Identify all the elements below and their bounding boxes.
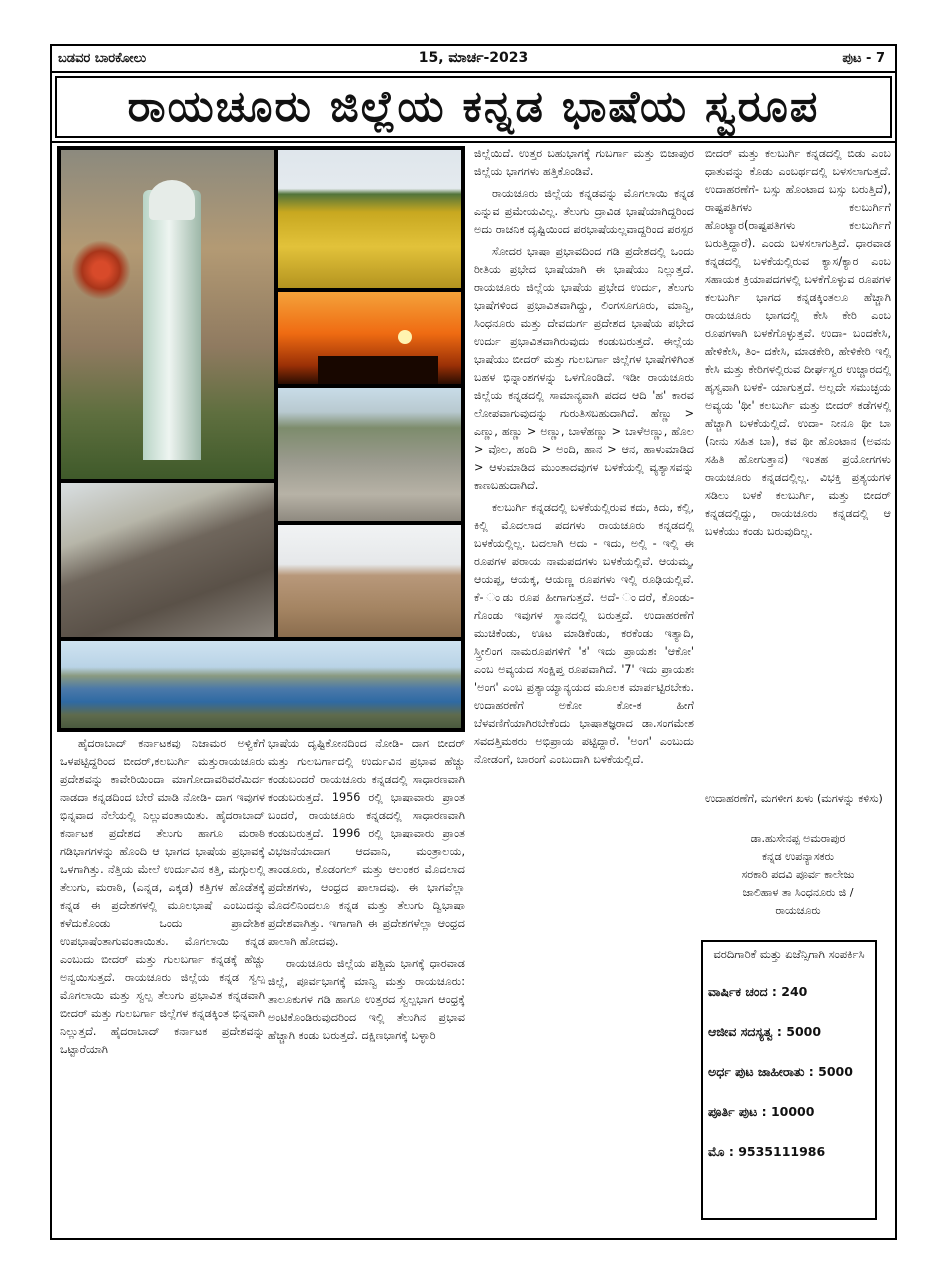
article-column-2 xyxy=(268,735,465,1235)
photo-collage xyxy=(57,146,465,732)
sunset-power-plant-photo xyxy=(278,292,461,384)
example-line: ಉದಾಹರಣೆಗೆ, ಮಗಳೀಗ ಖಳು (ಮಗಳನ್ನು ಕಳಿಸು) xyxy=(705,792,883,805)
issue-date: 15, ಮಾರ್ಚ-2023 xyxy=(418,50,529,66)
article-column-4 xyxy=(705,145,891,745)
sun xyxy=(398,330,412,344)
minaret-dome xyxy=(149,180,195,220)
paragraph: ರಾಯಚೂರು ಜಿಲ್ಲೆಯ ಪಶ್ಚಿಮ ಭಾಗಕ್ಕೆ ಧಾರವಾಡ ಜಿಲ್ಲೆ, ಪೂರ್ವಭಾಗಕ್ಕೆ ಮಾನ್ವಿ ಮತ್ತು ರಾಯಚೂರು: ತಾಲೂಕುಗಳ ಗಡಿ ಹಾಗೂ ಉತ್ತರದ ಸ್ವಲ್ಪಭಾಗ ಆಂಧ್ರಕ್ಕೆ ಅಂಟಿಕೊಂಡಿರುವುದರಿಂದ ಇಲ್ಲಿ ತೆಲುಗಿನ ಪ್ರಭಾವ ಹೆಚ್ಚಾಗಿ ಕಂಡು ಬರುತ್ತದೆ. ದಕ್ಷಿಣಭಾಗಕ್ಕೆ ಬಳ್ಳಾರಿ xyxy=(268,957,465,1042)
page-number: ಪುಟ - 7 xyxy=(842,50,885,66)
author-designation: ಕನ್ನಡ ಉಪನ್ಯಾಸಕರು xyxy=(762,850,834,863)
newspaper-name: ಬಡವರ ಬಾರಕೋಲು xyxy=(58,50,147,66)
header-divider xyxy=(52,71,895,73)
annual-subscription: ವಾರ್ಷಿಕ ಚಂದ : 240 xyxy=(708,984,808,999)
article-column-3 xyxy=(474,145,694,1235)
rock-boulder-photo xyxy=(61,483,274,637)
author-credit xyxy=(705,790,891,920)
article-column-1 xyxy=(60,735,265,1235)
article-title: ರಾಯಚೂರು ಜಿಲ್ಲೆಯ ಕನ್ನಡ ಭಾಷೆಯ ಸ್ವರೂಪ xyxy=(55,76,892,138)
subscription-heading: ವರದಿಗಾರಿಕೆ ಮತ್ತು ಏಜೆನ್ಸಿಗಾಗಿ ಸಂಪರ್ಕಿಸಿ xyxy=(713,947,865,961)
subscription-box xyxy=(701,940,877,1220)
half-page-ad-rate: ಅರ್ಧ ಪುಟ ಜಾಹೀರಾತು : 5000 xyxy=(708,1064,853,1079)
town-street-photo xyxy=(278,388,461,521)
author-district: ರಾಯಚೂರು xyxy=(775,904,821,917)
paragraph: ರಾಯಚೂರು ಜಿಲ್ಲೆಯ ಕನ್ನಡವನ್ನು ಮೊಗಲಾಯಿ ಕನ್ನಡ ಎನ್ನುವ ಪ್ರಮೇಯವಿಲ್ಲ. ತೆಲುಗು ದ್ರಾವಿಡ ಭಾಷೆಯಾಗಿದ್ದರಿಂದ ಅದು ರಾಚನಿಕ ದೃಷ್ಟಿಯಿಂದ ಪರಭಾಷೆಯಲ್ಲವಾದ್ದರಿಂದ ಪರಸ್ಪರ xyxy=(474,187,694,236)
paragraph: ಭಾಷೆಯ ದೃಷ್ಟಿಕೋನದಿಂದ ನೋಡಿ- ದಾಗ ಬೀದರ್ ಮತ್ತು ಗುಲಬರ್ಗಾದಲ್ಲಿ ಉರ್ದುವಿನ ಪ್ರಭಾವ ಹೆಚ್ಚು ಕಂಡುಬಂದರೆ ರಾಯಚೂರು ಕನ್ನಡದಲ್ಲಿ ಸಾಧಾರಣವಾಗಿ ಕಂಡುಬರುತ್ತದೆ. 1956 ರಲ್ಲಿ ಭಾಷಾವಾರು ಪ್ರಾಂತ ಬಂದರೆ, ರಾಯಚೂರು ಕನ್ನಡದಲ್ಲಿ ಸಾಧಾರಣವಾಗಿ ಕಂಡುಬರುತ್ತದೆ. 1996 ರಲ್ಲಿ ಭಾಷಾವಾರು ಪ್ರಾಂತ ವಿಭಜನೆಯಾದಾಗ ಆದವಾನಿ, ಮಂತ್ರಾಲಯ, ತಾಂಡೂರು, ಕೊಡಂಗಲ್ ಮತ್ತು ಆಲಂಕರ ಮೊದಲಾದ ಪ್ರದೇಶಗಳು, ಆಂಧ್ರದ ಪಾಲಾದವು. ಈ ಭಾಗವೆಲ್ಲಾ ಮೊದಲಿನಿಂದಲೂ ಕನ್ನಡ ಮತ್ತು ತೆಲುಗು ದ್ವಿಭಾಷಾ ಪ್ರದೇಶವಾಗಿತ್ತು. ಇಗಾಗಾಗಿ ಈ ಪ್ರದೇಶಗಳೆಲ್ಲಾ ಆಂಧ್ರದ ಪಾಲಾಗಿ ಹೋದವು. xyxy=(268,737,465,948)
full-page-ad-rate: ಪೂರ್ತಿ ಪುಟ : 10000 xyxy=(708,1104,815,1119)
paragraph: ಹೈದರಾಬಾದ್ ಕರ್ನಾಟಕವು ನಿಜಾಮರ ಅಳ್ವಿಕೆಗೆ ಒಳಪಟ್ಟಿದ್ದರಿಂದ ಬೀದರ್,ಕಲಬುರ್ಗಿ ಮತ್ತುರಾಯಚೂರು ಪ್ರದೇಶವನ್ನು ಕಾವೇರಿಯಿಂದಾ ಮಾಗೋದಾವರಿವರೆಮಿರ್ದ ನಾಡದಾ ಕನ್ನಡದಿಂದ ಬೇರೆ ಮಾಡಿ ನೋಡಿ- ದಾಗ ಇವುಗಳ ಭಿನ್ನವಾದ ನೆಲೆಯಲ್ಲಿ ನಿಲ್ಲುವಂತಾಯಿತು. ಹೈದರಾಬಾದ್ ಕರ್ನಾಟಕ ಪ್ರದೇಶದ ತೆಲುಗು ಹಾಗೂ ಮರಾಠಿ ಗಡಿಭಾಗಗಳನ್ನು ಹೊಂದಿ ಆ ಭಾಗದ ಭಾಷೆಯ ಪ್ರಭಾವಕ್ಕೆ ಒಳಗಾಗಿತ್ತು. ನೆತ್ತಿಯ ಮೇಲೆ ಉರ್ದುವಿನ ಕತ್ತಿ, ಮಗ್ಗುಲಲ್ಲಿ ತೆಲುಗು, ಮರಾಠಿ, (ಎನ್ನಡ, ಎಕ್ಕಡ) ಕತ್ತಿಗಳ ಹೊಡೆತಕ್ಕೆ ಕನ್ನಡ ಈ ಪ್ರದೇಶಗಳಲ್ಲಿ ಮೂಲಭಾಷೆ ಎಂಬುದನ್ನು ಕಳೆದುಕೊಂಡು ಒಂದು ಪ್ರಾದೇಶಿಕ ಉಪಭಾಷೆಂತಾಗುವಂತಾಯಿತು. ಮೊಗಲಾಯಿ ಕನ್ನಡ ಎಂಬುದು ಬೀದರ್ ಮತ್ತು ಗುಲಬರ್ಗಾ ಕನ್ನಡಕ್ಕೆ ಹೆಚ್ಚು ಅನ್ವಯಿಸುತ್ತದೆ. ರಾಯಚೂರು ಜಿಲ್ಲೆಯ ಕನ್ನಡ ಸ್ವಲ್ಪ ಮೊಗಲಾಯಿ ಮತ್ತು ಸ್ವಲ್ಪ ತೆಲುಗು ಪ್ರಭಾವಿತ ಕನ್ನಡವಾಗಿ ಬೀದರ್ ಮತ್ತು ಗುಲಬರ್ಗಾ ಜಿಲ್ಲೆಗಳ ಕನ್ನಡಕ್ಕಿಂತ ಭಿನ್ನವಾಗಿ ನಿಲ್ಲುತ್ತದೆ. ಹೈದರಾಬಾದ್ ಕರ್ನಾಟಕ ಪ್ರದೇಶವನ್ನು ಒಟ್ಟಾರೆಯಾಗಿ xyxy=(60,737,265,1056)
sunflower-field-photo xyxy=(278,150,461,288)
fort-wall-photo xyxy=(278,525,461,637)
paragraph: ಕಲಬುರ್ಗಿ ಕನ್ನಡದಲ್ಲಿ ಬಳಕೆಯಲ್ಲಿರುವ ಕದು, ಕಿದು, ಕಲ್ಲಿ, ಕಿಲ್ಲಿ ಮೊದಲಾದ ಪದಗಳು ರಾಯಚೂರು ಕನ್ನಡದಲ್ಲಿ ಬಳಕೆಯಲ್ಲಿಲ್ಲ. ಬದಲಾಗಿ ಅದು - ಇದು, ಅಲ್ಲಿ - ಇಲ್ಲಿ ಈ ರೂಪಗಳ ಪರಾಯ ನಾಮಪದಗಳು ಬಳಕೆಯಲ್ಲಿವೆ. ಆಯಮ್ಮ, ಆಯಪ್ಪ, ಆಯಕ್ಕ, ಆಯಣ್ಣ ರೂಪಗಳು ಇಲ್ಲಿ ರೂಢಿಯಲ್ಲಿವೆ. ಕೆ- ಂಡು ರೂಪ ಹೀಗಾಗುತ್ತದೆ. ಅದೆ- ಂದರೆ, ಕೊಂಡು-ಗೊಂಡು ಇವುಗಳ ಸ್ಥಾನದಲ್ಲಿ ಬರುತ್ತದೆ. ಉದಾಹರಣೆಗೆ ಮುಚಿಕೆಂಡು, ಊಟ ಮಾಡಿಕೆಂಡು, ಕರಕೆಂಡು ಇತ್ಯಾದಿ, ಸ್ತ್ರೀಲಿಂಗ ನಾಮರೂಪಗಳಿಗೆ 'ಕ' ಇದು ಪ್ರಾಯಶಃ 'ಆಕೋ' ಎಂಬ ಅವ್ಯಯದ ಸಂಕ್ಷಿಪ್ತ ರೂಪವಾಗಿದೆ. '7' ಇದು ಪ್ರಾಯಶಃ 'ಅಂಗ' ಎಂಬ ಪ್ರತ್ಯಾಯ್ಯಾನ್ಯಯದ ಮೂಲಕ ಮಾರ್ಪಟ್ಟಿರಬೇಕು. ಉದಾಹರಣೆಗೆ ಅಕೋ ಕೋ-ಕ ಹೀಗೆ ಬೆಳವಣಿಗೆಯಾಗಿರಬೇಕೆಂದು ಭಾಷಾತಜ್ಞರಾದ ಡಾ.ಸಂಗಮೇಶ ಸವದತ್ತಿಮಠರು ಅಭಿಪ್ರಾಯ ಪಟ್ಟಿದ್ದಾರೆ. 'ಅಂಗ' ಎಂಬುದು ನೋಡಂಗೆ, ಬಾರಂಗೆ ಎಂಬುದಾಗಿ ಬಳಕೆಯಲ್ಲಿದೆ. xyxy=(474,501,694,766)
paragraph: ಬೀದರ್ ಮತ್ತು ಕಲಬುರ್ಗಿ ಕನ್ನಡದಲ್ಲಿ ಬಿಡು ಎಂಬ ಧಾತುವನ್ನು ಕೊಡು ಎಂಬರ್ಥದಲ್ಲಿ ಬಳಸಲಾಗುತ್ತದೆ. ಉದಾಹರಣೆಗೆ- ಬಸ್ಸು ಹೊಂಟಾದ ಬಸ್ಸು ಬರುತ್ತಿದೆ), ರಾಷ್ಟಪತಿಗಳು ಕಲಬುರ್ಗಿಗೆ ಹೊಂಟ್ಯಾರ(ರಾಷ್ಟಪತಿಗಳು ಕಲಬುರ್ಗಿಗೆ ಬರುತ್ತಿದ್ದಾರೆ). ಎಂದು ಬಳಸಲಾಗುತ್ತಿದೆ. ಧಾರವಾಡ ಕನ್ನಡದಲ್ಲಿ ಬಳಕೆಯಲ್ಲಿರುವ ಕ್ಯಾಸ/ಕ್ಯಾರ ಎಂಬ ಸಹಾಯಕ ಕ್ರಿಯಾಪದಗಳಲ್ಲಿ ಬಳಕೆಗೊಳ್ಳುವ ರೂಪಗಳ ಕಲಬುರ್ಗಿ ಭಾಗದ ಕನ್ನಡಕ್ಕಿಂತಲೂ ಹೆಚ್ಚಾಗಿ ರಾಯಚೂರು ಭಾಗದಲ್ಲಿ ಕೇಸಿ ಕೇರಿ ಎಂಬ ರೂಪಗಳಾಗಿ ಬಳಕೆಗೊಳ್ಳುತ್ತವೆ. ಉದಾ- ಬಂದಕೇಸಿ, ಹೇಳಿಕೇಸಿ, ತಿಂ- ದಕೇಸಿ, ಮಾಡಕೇರಿ, ಹೇಳಿಕೇರಿ ಇಲ್ಲಿ ಕೇಸಿ ಮತ್ತು ಕೇರಿಗಳಲ್ಲಿರುವ ದೀರ್ಘಸ್ವರ ಉಚ್ಚಾರದಲ್ಲಿ ಹೃಸ್ವವಾಗಿ ಬಳಕೆ- ಯಾಗುತ್ತದೆ. ಅಲ್ಲದೇ ಸಮುಚ್ಛಯ ಅವ್ಯಯ 'ಥೀ' ಕಲಬುರ್ಗಿ ಮತ್ತು ಬೀದರ್ ಕಡೆಗಳಲ್ಲಿ ಹೆಚ್ಚಾಗಿ ಬಳಕೆಯಲ್ಲಿದೆ. ಉದಾ- ನೀನೂ ಥೀ ಬಾ (ನೀನು ಸಹಿತ ಬಾ), ಕವ ಥೀ ಹೊಂಟಾನ (ಅವನು ಸಹಿತಿ ಹೋಗುತ್ತಾನ) ಇಂತಹ ಪ್ರಯೋಗಗಳು ರಾಯಚೂರು ಕನ್ನಡದಲ್ಲಿಲ್ಲ. ವಿಭಕ್ತಿ ಪ್ರತ್ಯಯಗಳ ಸಡಿಲು ಬಳಕೆ ಕಲಬುರ್ಗಿ, ಮತ್ತು ಬೀದರ್ ಕನ್ನಡದಲ್ಲಿದ್ದು, ರಾಯಚೂರು ಕನ್ನಡದಲ್ಲಿ ಆ ಬಳಕೆಯು ಕಂಡು ಬರುವುದಿಲ್ಲ. xyxy=(705,147,891,538)
tower-photo xyxy=(61,150,274,479)
power-plant-silhouette xyxy=(318,356,438,384)
lake-panorama-photo xyxy=(61,641,461,728)
lifetime-membership: ಆಜೀವ ಸದಸ್ಯತ್ವ : 5000 xyxy=(708,1024,822,1039)
author-name: ಡಾ.ಹುಸೇನಪ್ಪ ಅಮರಾಪುರ xyxy=(750,832,846,845)
author-college: ಸರಕಾರಿ ಪದವಿ ಪೂರ್ವ ಕಾಲೇಜು xyxy=(741,868,855,881)
title-divider xyxy=(52,141,895,143)
page-header xyxy=(52,45,895,71)
paragraph: ಸೋದರ ಭಾಷಾ ಪ್ರಭಾವದಿಂದ ಗಡಿ ಪ್ರದೇಶದಲ್ಲಿ ಒಂದು ರೀತಿಯ ಪ್ರಭೇದ ಭಾಷೆಯಾಗಿ ಈ ಭಾಷೆಯು ನಿಲ್ಲುತ್ತದೆ. ರಾಯಚೂರು ಜಿಲ್ಲೆಯ ಭಾಷೆಯ ಪ್ರಭೇದ ಉರ್ದು, ತೆಲುಗು ಭಾಷೆಗಳಿಂದ ಪ್ರಭಾವಿತವಾಗಿದ್ದು, ಲಿಂಗಸೂಗೂರು, ಮಾನ್ವಿ, ಸಿಂಧನೂರು ಮತ್ತು ದೇವದುರ್ಗ ಪ್ರದೇಶದ ಭಾಷೆಯ ಪಭೇದ ಉರ್ದು ಪ್ರಭಾವಿತವಾಗಿರುವುದು ಕಂಡುಬರುತ್ತದೆ. ಈಲ್ಲೆಯ ಭಾಷೆಯು ಬೀದರ್ ಮತ್ತು ಗುಲಬರ್ಗಾ ಜಿಲ್ಲೆಗಳ ಭಾಷೆಗಳಿಗಿಂತ ಬಹಳ ಭಿನ್ನಾಂಶಗಳನ್ನು ಒಳಗೊಂಡಿದೆ. ಇಡೀ ರಾಯಚೂರು ಜಿಲ್ಲೆಯ ಕನ್ನಡದಲ್ಲಿ ಸಾಮಾನ್ಯವಾಗಿ ಪದದ ಆದಿ 'ಹ' ಕಾರವ ಲೋಪವಾಗುವುದನ್ನು ಗುರುತಿಸಬಹುದಾಗಿದೆ. ಹೆಣ್ಣು > ಎಣ್ಣು, ಹಣ್ಣು > ಅಣ್ಣು, ಬಾಳೆಹಣ್ಣು > ಬಾಳೆಅಣ್ಣು, ಹೊಲ > ವೊಲ, ಹಂದಿ > ಅಂದಿ, ಹಾನ > ಆನ, ಹಾಳುಮಾಡಿದ > ಆಳುಮಾಡಿದ ಮುಂತಾದವುಗಳ ಬಳಕೆಯಲ್ಲಿ ವ್ಯತ್ಯಾಸವನ್ನು ಕಾಣಬಹುದಾಗಿದೆ. xyxy=(474,245,694,492)
minaret xyxy=(143,190,201,460)
contact-mobile: ಮೊ : 9535111986 xyxy=(708,1144,826,1159)
paragraph: ಜಿಲ್ಲೆಯಿದೆ. ಉತ್ತರ ಬಹುಭಾಗಕ್ಕೆ ಗುಬರ್ಗಾ ಮತ್ತು ಬಿಜಾಪುರ ಜಿಲ್ಲೆಯ ಭಾಗಗಳು ಹತ್ತಿಕೊಂಡಿವೆ. xyxy=(474,147,694,178)
author-address: ಜಾಲಿಹಾಳ ತಾ ಸಿಂಧನೂರು ಜಿ / xyxy=(742,886,854,899)
tree-flowers xyxy=(71,240,131,300)
